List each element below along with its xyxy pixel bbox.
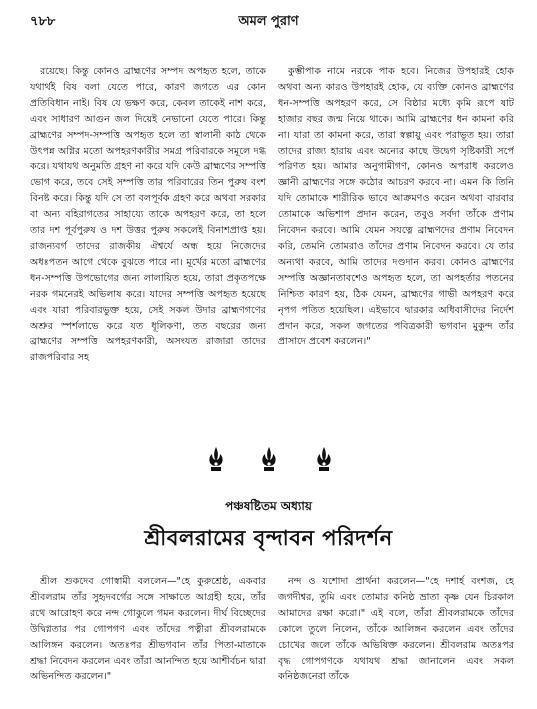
paragraph: কুম্ভীপাক নামে নরকে পাক হবে। নিজের উপহারই হোক অথবা অন্য কারও উপহারই হোক, যে ব্যক্তি কোনও ব্রাহ্মণের ধন-সম্পত্তি অপহরণ করে, সে বিষ্ঠার মধ্যে কৃমি রূপে ষাট হাজার বছর জন্ম নিয়ে থাকে। আমি ব্রাহ্মণের ধন কামনা করি না। যারা তা কামনা করে, তারা স্বল্পায়ু এবং পরাভূত হয়। তারা তাদের রাজ্য হারায় এবং অন্যের কাছে উদ্বেগ সৃষ্টিকারী সর্পে পরিণত হয়। আমার অনুগামীগণ, কোনও অপরাধ করলেও জ্ঞানী ব্রাহ্মণের সঙ্গে কঠোর আচরণ করবে না। এমন কি তিনি যদি তোমাকে শারীরিক ভাবে আক্রমণও করেন অথবা বারবার তোমাকে অভিশাপ প্রদান করেন, তবুও সর্বদা তাঁকে প্রণাম নিবেদন করবে। আমি যেমন সযত্নে ব্রাহ্মণদের প্রণাম নিবেদন করি, তেমনি তোমরাও তাঁদের প্রণাম নিবেদন করবে। যে তার অন্যথা করবে, আমি তাদের দণ্ডদান করব। কোনও ব্রাহ্মণের সম্পত্তি অজ্ঞানতাবশেও অপহৃত হলে, তা অপহর্তার পতনের নিশ্চিত কারণ হয়, ঠিক যেমন, ব্রাহ্মণের গাভী অপহরণ করে নৃপগ পতিত হয়েছিল। এইভাবে দ্বারকার অধিবাসীদের নির্দেশ প্রদান করে, সকল জগতের পবিত্রকারী ভগবান মুকুন্দ তাঁর প্রাসাদে প্রবেশ করলেন।" [278,66,514,348]
section-divider [0,446,537,476]
lotus-ornament-icon [260,446,278,472]
page-number: ৭৮৮ [30,14,56,29]
running-title: অমল পুরাণ [238,14,299,29]
lower-left-column [30,574,266,704]
lower-right-column [278,574,514,704]
upper-right-column [278,64,514,410]
chapter-title: শ্রীবলরামের বৃন্দাবন পরিদর্শন [144,526,393,550]
lotus-ornament-icon [207,446,225,472]
chapter-number: পঞ্চষষ্টিতম অধ্যায় [225,499,312,513]
paragraph: রয়েছে। কিন্তু কোনও ব্রাহ্মণের সম্পদ অপহৃত হলে, তাকে যথার্থই বিষ বলা যেতে পারে, কারণ জগতে এর কোন প্রতিবিধান নাই। বিষ যে ভক্ষণ করে, কেবল তাকেই নাশ করে, এবং সাধারণ আগুন জল দিয়েই নেভানো যেতে পারে। কিন্তু ব্রাহ্মণের সম্পদ-সম্পত্তি অপহৃত হলে তা স্বালানী কাঠ থেকে উৎপন্ন অগ্নির মতো অপহরণকারীর সমগ্র পরিবারকে সমূলে দগ্ধ করে। যথাযথ অনুমতি গ্রহণ না করে যদি কেউ ব্রাহ্মণের সম্পত্তি ভোগ করে, তবে সেই সম্পত্তি তার পরিবারের তিন পুরুষ বংশ বিনষ্ট করে। কিন্তু যদি সে তা বলপূর্বক গ্রহণ করে অথবা সরকার বা অন্য বহিরাগতের সাহায্যে তাকে অপহরণ করে, তা হলে তার দশ পূর্বপুরুষ ও দশ উত্তর পুরুষ সকলেই বিনাশপ্রাপ্ত হয়। রাজন্যবর্গ তাদের রাজকীয় ঐশ্বর্যে অন্ধ হয়ে নিজেদের অধঃপতন আগে থেকে বুঝতে পারে না। মূর্খের মতো ব্রাহ্মণের ধন-সম্পত্তি উপভোগের জন্য লালায়িত হয়ে, তারা প্রকৃতপক্ষে নরক গমনেরই অভিলাষ করে। যাদের সম্পত্তি অপহৃত হয়েছে এবং যারা পরিবারভুক্ত হয়ে, সেই সকল উদার ব্রাহ্মণগণের অশ্রুর স্পর্শলাভে করে যত ধূলিকণা, তত বছরের জন্য ব্রাহ্মণের সম্পত্তি অপহরণকারী, অসংযত রাজারা তাদের রাজপরিবার সহ [30,66,266,364]
upper-left-column [30,64,266,410]
lotus-ornament-icon [315,446,333,472]
paragraph: নন্দ ও যশোদা প্রার্থনা করলেন—"হে দশার্হ বংশজ, হে জগদীশ্বর, তুমি এবং তোমার কনিষ্ঠ ভ্রাতা কৃষ্ণ যেন চিরকাল আমাদের রক্ষা করো।" এই বলে, তাঁরা শ্রীবলরামকে তাঁদের কোলে তুলে নিলেন, তাঁকে আলিঙ্গন করলেন এবং তাঁদের চোখের জলে তাঁকে অভিষিক্ত করলেন। শ্রীবলরাম অতঃপর বৃদ্ধ গোপগণকে যথাযথ শ্রদ্ধা জানালেন এবং সকল কনিষ্ঠজনেরা তাঁকে [278,576,514,683]
paragraph: শ্রীল শুকদেব গোস্বামী বললেন—"হে কুরুশ্রেষ্ঠ, একবার শ্রীবলরাম তাঁর সুহৃদবর্গের সঙ্গে সাক্ষাতে আগ্রহী হয়ে, তাঁর রথে আরোহণ করে নন্দ গোকুলে গমন করলেন। দীর্ঘ বিচ্ছেদের উদ্বিগ্নতার পর গোপগণ এবং তাঁদের পত্নীরা শ্রীবলরামকে আলিঙ্গন করলেন। অতঃপর শ্রীভগবান তাঁর পিতা-মাতাকে শ্রদ্ধা নিবেদন করলেন এবং তাঁরা আনন্দিত হয়ে আশীর্বচন দ্বারা অভিনন্দিত করলেন।" [30,576,266,683]
